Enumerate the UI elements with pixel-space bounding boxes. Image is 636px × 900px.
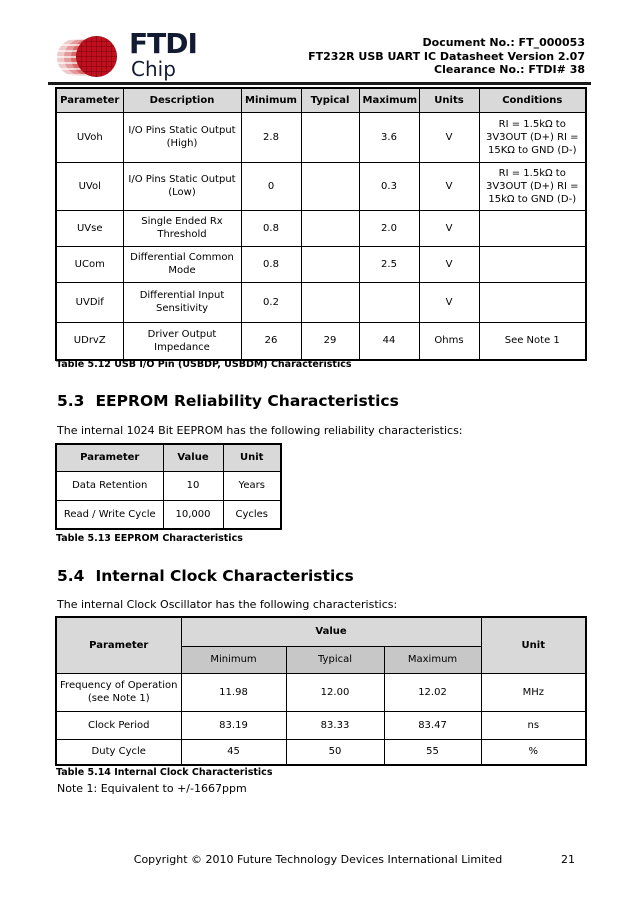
cell-parameter: UVoh <box>56 112 123 162</box>
cell-minimum: 0.8 <box>241 246 301 282</box>
cell-typical: 29 <box>301 322 359 360</box>
ftdi-ball-icon <box>57 36 113 78</box>
subcol-typical: Typical <box>286 646 384 673</box>
ftdi-logo <box>57 27 217 84</box>
cell-minimum: 83.19 <box>181 711 286 739</box>
col-header: Minimum <box>241 88 301 112</box>
cell-unit: ns <box>481 711 586 739</box>
cell-maximum: 0.3 <box>359 162 419 210</box>
logo-brand: FTDI <box>129 27 197 60</box>
table-row <box>56 282 586 322</box>
col-header: Conditions <box>479 88 586 112</box>
section-heading-eeprom <box>57 392 399 410</box>
logo-sub: Chip <box>131 57 176 81</box>
cell-conditions: RI = 1.5kΩ to 3V3OUT (D+) RI = 15KΩ to GND (D-) <box>479 112 586 162</box>
logo-text <box>129 27 197 81</box>
cell-minimum: 0 <box>241 162 301 210</box>
cell-minimum: 11.98 <box>181 673 286 711</box>
cell-parameter: UVse <box>56 210 123 246</box>
cell-minimum: 0.8 <box>241 210 301 246</box>
clock-intro-text: The internal Clock Oscillator has the following characteristics: <box>57 598 398 611</box>
col-header: Unit <box>223 444 281 471</box>
table-row <box>56 162 586 210</box>
cell-unit: MHz <box>481 673 586 711</box>
table-header-row <box>56 444 281 471</box>
cell-description: Single Ended Rx Threshold <box>123 210 241 246</box>
table-caption-clock: Table 5.14 Internal Clock Characteristics <box>56 767 273 778</box>
header-divider <box>48 82 591 85</box>
eeprom-table <box>55 443 282 530</box>
cell-conditions <box>479 210 586 246</box>
table-row <box>56 739 586 765</box>
cell-unit: % <box>481 739 586 765</box>
col-header: Units <box>419 88 479 112</box>
cell-description: Differential Common Mode <box>123 246 241 282</box>
usb-io-pin-table <box>55 87 587 361</box>
cell-maximum <box>359 282 419 322</box>
table-caption-usb: Table 5.12 USB I/O Pin (USBDP, USBDM) Characteristics <box>56 359 352 370</box>
cell-typical: 83.33 <box>286 711 384 739</box>
document-number: Document No.: FT_000053 <box>422 36 585 49</box>
cell-parameter: Duty Cycle <box>56 739 181 765</box>
col-header: Parameter <box>56 444 163 471</box>
cell-typical <box>301 210 359 246</box>
clearance-number: Clearance No.: FTDI# 38 <box>434 63 585 76</box>
note-1-text: Note 1: Equivalent to +/-1667ppm <box>57 782 247 795</box>
page-header <box>0 0 636 86</box>
footer-copyright: Copyright © 2010 Future Technology Devices International Limited <box>133 853 503 866</box>
cell-typical <box>301 112 359 162</box>
cell-units: V <box>419 282 479 322</box>
cell-value: 10 <box>163 471 223 500</box>
col-header: Description <box>123 88 241 112</box>
table-row <box>56 500 281 529</box>
cell-maximum: 44 <box>359 322 419 360</box>
cell-minimum: 26 <box>241 322 301 360</box>
cell-conditions: See Note 1 <box>479 322 586 360</box>
col-header-value: Value <box>181 617 481 646</box>
cell-conditions <box>479 282 586 322</box>
cell-description: Driver Output Impedance <box>123 322 241 360</box>
cell-units: V <box>419 112 479 162</box>
cell-typical: 50 <box>286 739 384 765</box>
document-info <box>308 36 585 77</box>
cell-minimum: 45 <box>181 739 286 765</box>
cell-parameter: Data Retention <box>56 471 163 500</box>
section-number: 5.4 <box>57 567 85 585</box>
cell-maximum: 55 <box>384 739 481 765</box>
cell-maximum: 2.5 <box>359 246 419 282</box>
internal-clock-table <box>55 616 587 766</box>
cell-unit: Cycles <box>223 500 281 529</box>
subcol-maximum: Maximum <box>384 646 481 673</box>
col-header-parameter: Parameter <box>56 617 181 673</box>
red-ball-icon <box>76 36 117 77</box>
table-row <box>56 673 586 711</box>
cell-description: I/O Pins Static Output (Low) <box>123 162 241 210</box>
cell-parameter: UVol <box>56 162 123 210</box>
section-title: EEPROM Reliability Characteristics <box>95 392 399 410</box>
table-header-row <box>56 88 586 112</box>
eeprom-intro-text: The internal 1024 Bit EEPROM has the following reliability characteristics: <box>57 424 463 437</box>
cell-maximum: 83.47 <box>384 711 481 739</box>
cell-maximum: 12.02 <box>384 673 481 711</box>
cell-units: V <box>419 210 479 246</box>
col-header: Maximum <box>359 88 419 112</box>
cell-units: Ohms <box>419 322 479 360</box>
section-number: 5.3 <box>57 392 85 410</box>
table-row <box>56 322 586 360</box>
cell-maximum: 2.0 <box>359 210 419 246</box>
cell-parameter: UDrvZ <box>56 322 123 360</box>
section-title: Internal Clock Characteristics <box>95 567 354 585</box>
section-heading-clock <box>57 567 354 585</box>
table-row <box>56 711 586 739</box>
cell-typical: 12.00 <box>286 673 384 711</box>
cell-maximum: 3.6 <box>359 112 419 162</box>
cell-parameter: Frequency of Operation (see Note 1) <box>56 673 181 711</box>
table-row <box>56 246 586 282</box>
cell-typical <box>301 282 359 322</box>
cell-value: 10,000 <box>163 500 223 529</box>
table-caption-eeprom: Table 5.13 EEPROM Characteristics <box>56 533 243 544</box>
cell-units: V <box>419 162 479 210</box>
cell-typical <box>301 246 359 282</box>
cell-units: V <box>419 246 479 282</box>
col-header: Parameter <box>56 88 123 112</box>
document-title: FT232R USB UART IC Datasheet Version 2.07 <box>308 49 585 63</box>
cell-minimum: 2.8 <box>241 112 301 162</box>
table-row <box>56 112 586 162</box>
col-header: Value <box>163 444 223 471</box>
col-header-unit: Unit <box>481 617 586 673</box>
cell-parameter: Clock Period <box>56 711 181 739</box>
cell-parameter: UCom <box>56 246 123 282</box>
cell-description: Differential Input Sensitivity <box>123 282 241 322</box>
cell-description: I/O Pins Static Output (High) <box>123 112 241 162</box>
col-header: Typical <box>301 88 359 112</box>
table-row <box>56 210 586 246</box>
page-number: 21 <box>561 853 575 866</box>
subcol-minimum: Minimum <box>181 646 286 673</box>
cell-parameter: Read / Write Cycle <box>56 500 163 529</box>
cell-minimum: 0.2 <box>241 282 301 322</box>
table-row <box>56 471 281 500</box>
cell-conditions: RI = 1.5kΩ to 3V3OUT (D+) RI = 15kΩ to GND (D-) <box>479 162 586 210</box>
cell-typical <box>301 162 359 210</box>
cell-unit: Years <box>223 471 281 500</box>
table-header-row <box>56 617 586 646</box>
cell-parameter: UVDif <box>56 282 123 322</box>
cell-conditions <box>479 246 586 282</box>
